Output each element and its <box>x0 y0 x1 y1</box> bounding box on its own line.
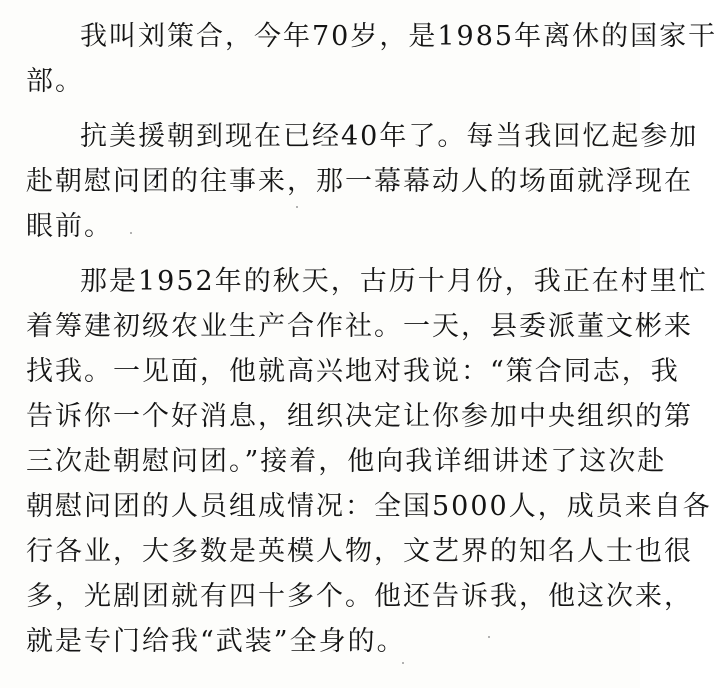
text-line: 朝慰问团的人员组成情况：全国5000人，成员来自各 <box>26 491 712 522</box>
text-line: 行各业，大多数是英模人物，文艺界的知名人士也很 <box>26 536 693 567</box>
scan-speck <box>296 206 298 208</box>
text-line: 那是1952年的秋天，古历十月份，我正在村里忙 <box>80 266 708 297</box>
text-line: 我叫刘策合，今年70岁，是1985年离休的国家干 <box>80 21 717 52</box>
text-line: 多，光剧团就有四十多个。他还告诉我，他这次来， <box>26 581 693 612</box>
text-line: 三次赴朝慰问团。”接着，他向我详细讲述了这次赴 <box>26 446 667 477</box>
scan-speck <box>130 232 132 234</box>
paragraph-2 <box>26 114 699 249</box>
text-line: 部。 <box>26 66 84 97</box>
text-line: 眼前。 <box>26 211 113 242</box>
text-line: 着筹建初级农业生产合作社。一天，县委派董文彬来 <box>26 311 693 342</box>
scan-speck <box>488 636 490 638</box>
text-line: 找我。一见面，他就高兴地对我说：“策合同志，我 <box>26 356 680 387</box>
paragraph-3 <box>26 259 712 664</box>
scan-speck <box>402 662 404 664</box>
text-line: 赴朝慰问团的往事来，那一幕幕动人的场面就浮现在 <box>26 166 693 197</box>
paragraph-1 <box>26 14 717 104</box>
text-line: 告诉你一个好消息，组织决定让你参加中央组织的第 <box>26 401 693 432</box>
text-line: 就是专门给我“武装”全身的。 <box>26 626 406 657</box>
text-line: 抗美援朝到现在已经40年了。每当我回忆起参加 <box>80 121 699 152</box>
